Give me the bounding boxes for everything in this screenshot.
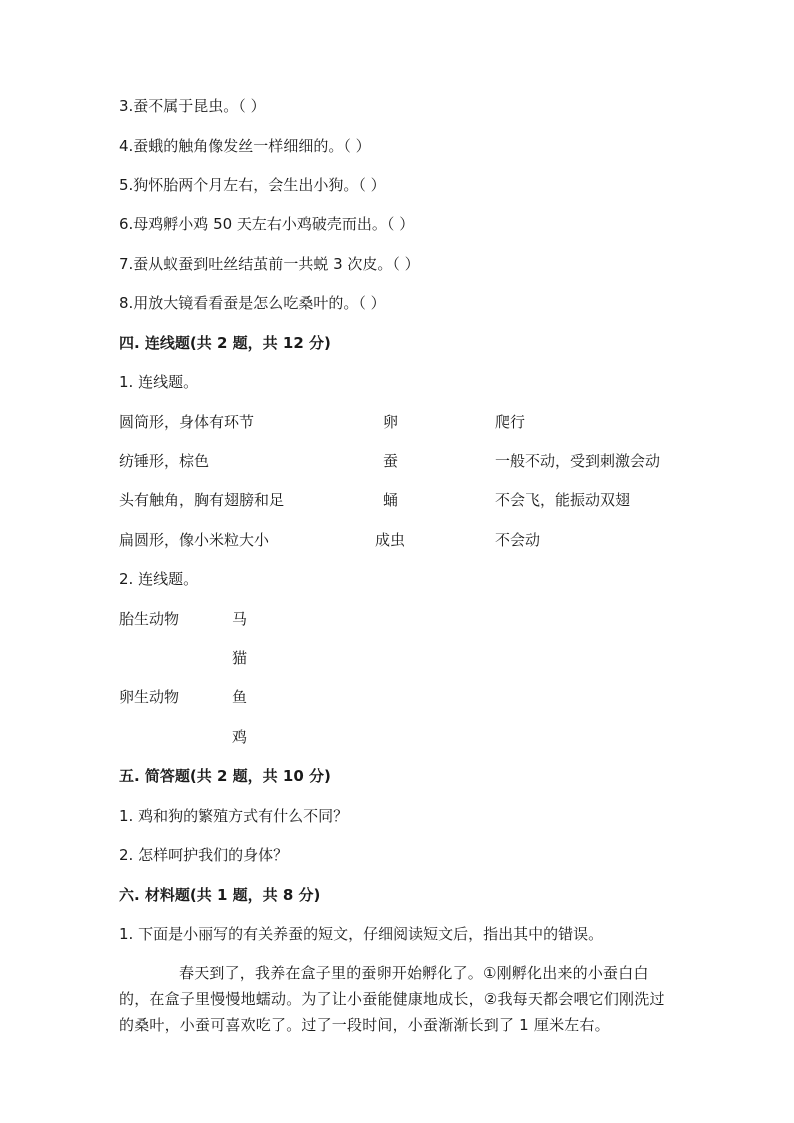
stage-egg: 卵 bbox=[383, 413, 399, 431]
judgement-item-3: 3.蚕不属于昆虫。（ ） bbox=[119, 97, 266, 115]
short-answer-2: 2. 怎样呵护我们的身体？ bbox=[119, 846, 289, 864]
section-4-title: 四. 连线题(共 2 题，共 12 分) bbox=[119, 334, 331, 352]
behavior-2: 一般不动，受到刺激会动 bbox=[495, 452, 661, 470]
stage-adult: 成虫 bbox=[375, 531, 406, 549]
behavior-4: 不会动 bbox=[495, 531, 541, 549]
description-1: 圆筒形，身体有环节 bbox=[119, 413, 255, 431]
category-oviparous: 卵生动物 bbox=[119, 688, 180, 706]
description-4: 扁圆形，像小米粒大小 bbox=[119, 531, 270, 549]
section-5-title: 五. 简答题(共 2 题，共 10 分) bbox=[119, 767, 331, 785]
material-passage: 春天到了，我养在盒子里的蚕卵开始孵化了。①刚孵化出来的小蚕白白的，在盒子里慢慢地蠕动。为了让小蚕能健康地成长，②我每天都会喂它们刚洗过的桑叶，小蚕可喜欢吃了。过了一段时间，小蚕渐渐长到了 1 厘米左右。 bbox=[119, 964, 665, 1034]
description-3: 头有触角，胸有翅膀和足 bbox=[119, 491, 285, 509]
short-answer-1: 1. 鸡和狗的繁殖方式有什么不同？ bbox=[119, 807, 349, 825]
behavior-1: 爬行 bbox=[495, 413, 526, 431]
animal-cat: 猫 bbox=[232, 649, 248, 667]
category-viviparous: 胎生动物 bbox=[119, 610, 180, 628]
behavior-3: 不会飞，能振动双翅 bbox=[495, 491, 631, 509]
judgement-item-4: 4.蚕蛾的触角像发丝一样细细的。（ ） bbox=[119, 137, 371, 155]
material-question-1: 1. 下面是小丽写的有关养蚕的短文，仔细阅读短文后，指出其中的错误。 bbox=[119, 925, 604, 943]
matching-question-1-label: 1. 连线题。 bbox=[119, 373, 199, 391]
judgement-item-8: 8.用放大镜看看蚕是怎么吃桑叶的。（ ） bbox=[119, 294, 386, 312]
matching-question-2-label: 2. 连线题。 bbox=[119, 570, 199, 588]
section-6-title: 六. 材料题(共 1 题，共 8 分) bbox=[119, 886, 321, 904]
judgement-item-6: 6.母鸡孵小鸡 50 天左右小鸡破壳而出。（ ） bbox=[119, 215, 415, 233]
judgement-item-5: 5.狗怀胎两个月左右，会生出小狗。（ ） bbox=[119, 176, 386, 194]
stage-silkworm: 蚕 bbox=[383, 452, 399, 470]
stage-pupa: 蛹 bbox=[383, 491, 399, 509]
judgement-item-7: 7.蚕从蚁蚕到吐丝结茧前一共蜕 3 次皮。（ ） bbox=[119, 255, 420, 273]
animal-horse: 马 bbox=[232, 610, 248, 628]
animal-fish: 鱼 bbox=[232, 688, 248, 706]
animal-chicken: 鸡 bbox=[232, 728, 248, 746]
description-2: 纺锤形，棕色 bbox=[119, 452, 210, 470]
